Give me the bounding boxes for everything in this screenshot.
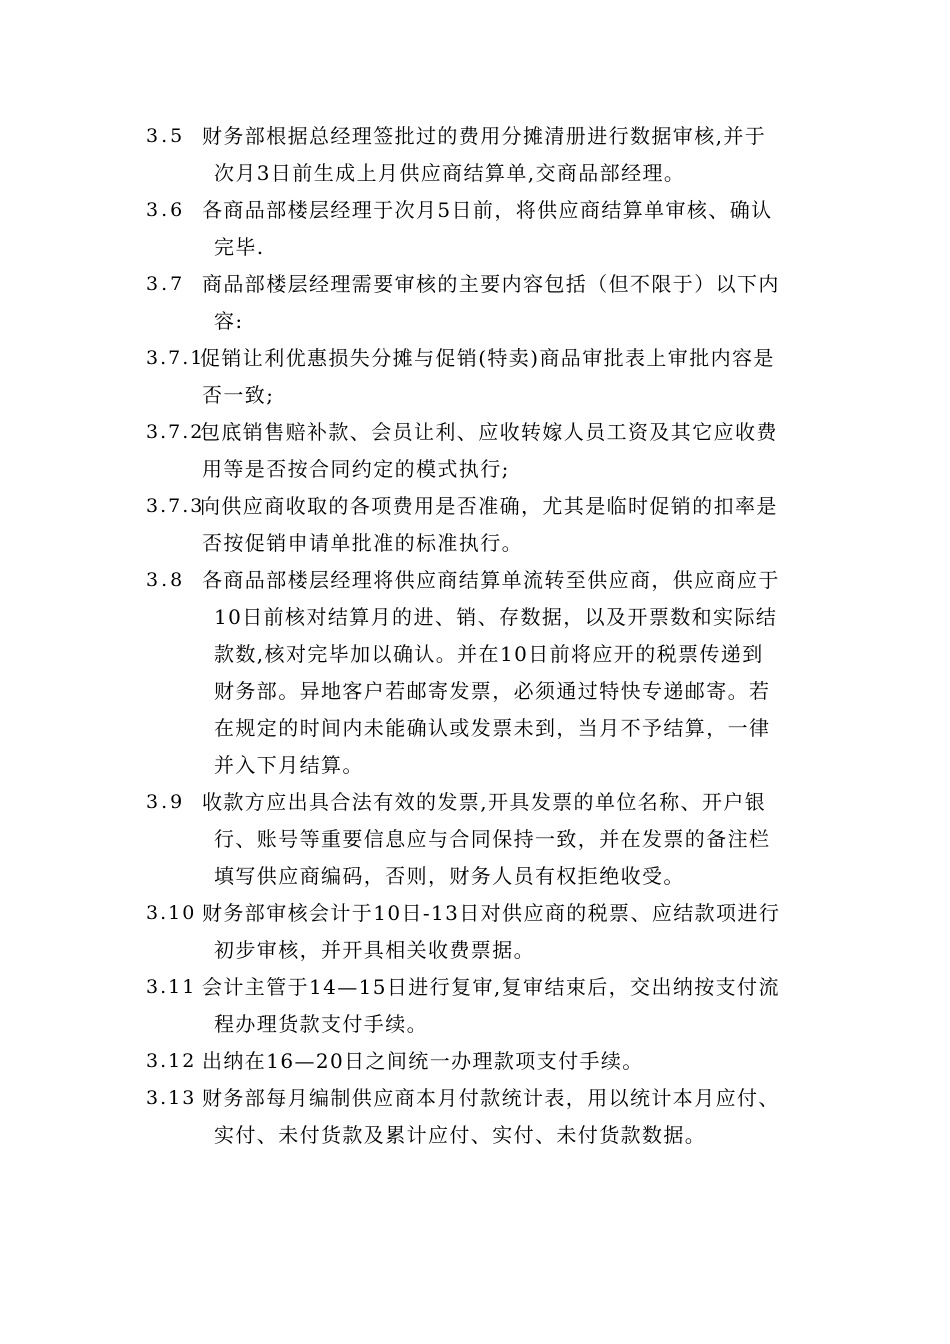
- clause-number: 3.5: [146, 125, 186, 147]
- clause-text-line: 促销让利优惠损失分摊与促销(特卖)商品审批表上审批内容是: [200, 346, 775, 370]
- clause-number: 3.7.3: [146, 495, 205, 517]
- clause-text-line: 各商品部楼层经理于次月5日前，将供应商结算单审核、确认: [202, 198, 773, 222]
- clause-number: 3.13: [146, 1087, 197, 1109]
- clause-number: 3.7.1: [146, 347, 205, 369]
- clause-text-line: 财务部每月编制供应商本月付款统计表，用以统计本月应付、: [202, 1086, 780, 1110]
- clause-text-line: 完毕.: [214, 235, 265, 259]
- clause-number: 3.9: [146, 791, 186, 813]
- clause-number: 3.10: [146, 902, 197, 924]
- clause-text-line: 并入下月结算。: [214, 753, 364, 777]
- clause-text-line: 收款方应出具合法有效的发票,开具发票的单位名称、开户银: [202, 790, 767, 814]
- clause-number: 3.11: [146, 976, 197, 998]
- clause-text-line: 向供应商收取的各项费用是否准确，尤其是临时促销的扣率是: [200, 494, 778, 518]
- clause-text-line: 包底销售赔补款、会员让利、应收转嫁人员工资及其它应收费: [200, 420, 778, 444]
- clause-text-line: 程办理货款支付手续。: [214, 1012, 428, 1036]
- clause-text-line: 款数,核对完毕加以确认。并在10日前将应开的税票传递到: [214, 642, 764, 666]
- clause-text-line: 实付、未付货款及累计应付、实付、未付货款数据。: [214, 1123, 707, 1147]
- clause-number: 3.6: [146, 199, 186, 221]
- clause-number: 3.7: [146, 273, 186, 295]
- clause-text-line: 会计主管于14—15日进行复审,复审结束后，交出纳按支付流: [202, 975, 780, 999]
- clause-text-line: 财务部。异地客户若邮寄发票，必须通过特快专递邮寄。若: [214, 679, 771, 703]
- clause-text-line: 出纳在16—20日之间统一办理款项支付手续。: [202, 1049, 644, 1073]
- clause-text-line: 初步审核，并开具相关收费票据。: [214, 938, 535, 962]
- clause-text-line: 财务部审核会计于10日-13日对供应商的税票、应结款项进行: [202, 901, 781, 925]
- clause-text-line: 次月3日前生成上月供应商结算单,交商品部经理。: [214, 161, 686, 185]
- clause-text-line: 商品部楼层经理需要审核的主要内容包括（但不限于）以下内: [202, 272, 780, 296]
- clause-text-line: 填写供应商编码，否则，财务人员有权拒绝收受。: [214, 864, 685, 888]
- clause-text-line: 各商品部楼层经理将供应商结算单流转至供应商，供应商应于: [202, 568, 780, 592]
- clause-text-line: 在规定的时间内未能确认或发票未到，当月不予结算，一律: [214, 716, 771, 740]
- clause-text-line: 用等是否按合同约定的模式执行;: [202, 457, 510, 481]
- clause-number: 3.12: [146, 1050, 197, 1072]
- clause-text-line: 行、账号等重要信息应与合同保持一致，并在发票的备注栏: [214, 827, 771, 851]
- clause-text-line: 财务部根据总经理签批过的费用分摊清册进行数据审核,并于: [202, 124, 767, 148]
- clause-number: 3.8: [146, 569, 186, 591]
- clause-number: 3.7.2: [146, 421, 205, 443]
- clause-text-line: 容:: [214, 309, 244, 333]
- clause-text-line: 否按促销申请单批准的标准执行。: [202, 531, 523, 555]
- clause-text-line: 否一致;: [202, 383, 275, 407]
- clause-text-line: 10日前核对结算月的进、销、存数据，以及开票数和实际结: [214, 605, 778, 629]
